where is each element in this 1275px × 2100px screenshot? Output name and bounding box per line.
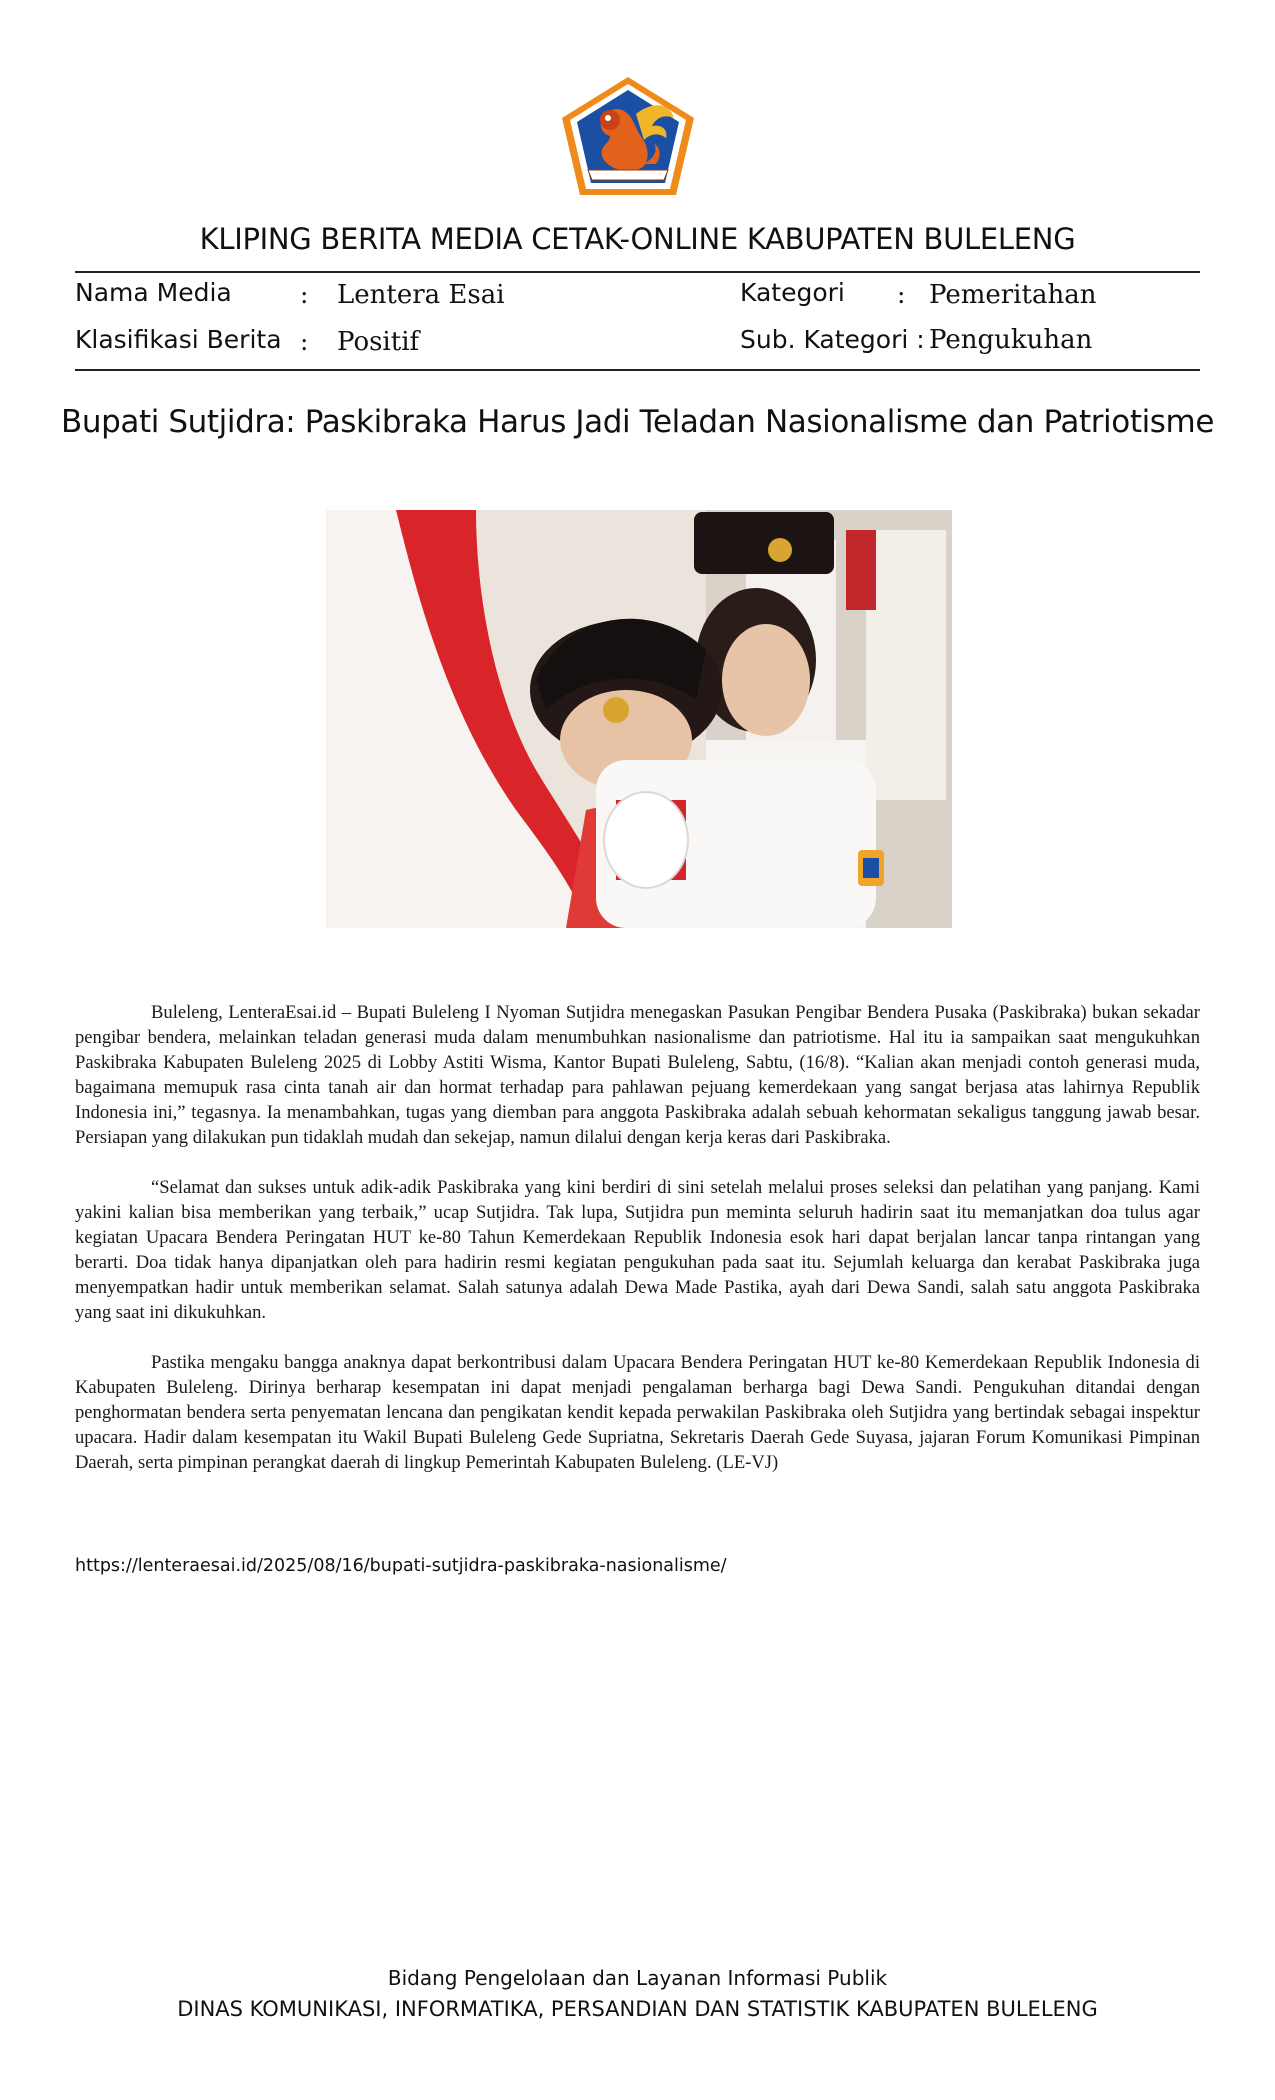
article-body [75, 1000, 1200, 1500]
footer-agency: DINAS KOMUNIKASI, INFORMATIKA, PERSANDIAN DAN STATISTIK KABUPATEN BULELENG [177, 1997, 1098, 2021]
buleleng-emblem-logo [558, 74, 698, 198]
article-paragraph-2: “Selamat dan sukses untuk adik-adik Paskibraka yang kini berdiri di sini setelah melalui proses seleksi dan pelatihan yang panjang. Kami yakini kalian bisa memberikan yang terbaik,” ucap Sutjidra. Tak lupa, Sutjidra pun meminta seluruh hadirin saat itu memanjatkan doa tulus agar kegiatan Upacara Bendera Peringatan HUT ke-80 Tahun Kemerdekaan Republik Indonesia esok hari dapat berjalan lancar tanpa rintangan yang berarti. Doa tidak hanya dipanjatkan oleh para hadirin resmi kegiatan pengukuhan pada saat itu. Sejumlah keluarga dan kerabat Paskibraka juga menyempatkan hadir untuk memberikan selamat. Salah satunya adalah Dewa Made Pastika, ayah dari Dewa Sandi, salah satu anggota Paskibraka yang saat ini dikukuhkan. [75, 1177, 1200, 1323]
kategori-colon: : [897, 280, 906, 309]
nama-media-colon: : [300, 280, 309, 309]
klasifikasi-label: Klasifikasi Berita [75, 325, 282, 354]
sub-kategori-label: Sub. Kategori : [740, 325, 925, 354]
sub-kategori-value: Pengukuhan [929, 325, 1093, 355]
article-headline: Bupati Sutjidra: Paskibraka Harus Jadi Teladan Nasionalisme dan Patriotisme [60, 404, 1215, 440]
kategori-value: Pemeritahan [929, 280, 1097, 310]
article-paragraph-3: Pastika mengaku bangga anaknya dapat berkontribusi dalam Upacara Bendera Peringatan HUT ke-80 Kemerdekaan Republik Indonesia di Kabupaten Buleleng. Dirinya berharap kesempatan ini dapat menjadi pengalaman berharga bagi Dewa Sandi. Pengukuhan ditandai dengan penghormatan bendera serta penyematan lencana dan pengikatan kendit kepada perwakilan Paskibraka oleh Sutjidra yang bertindak sebagai inspektur upacara. Hadir dalam kesempatan itu Wakil Bupati Buleleng Gede Supriatna, Sekretaris Daerah Gede Suyasa, jajaran Forum Komunikasi Pimpinan Daerah, serta pimpinan perangkat daerah di lingkup Pemerintah Kabupaten Buleleng. (LE-VJ) [75, 1352, 1200, 1473]
clipping-title: KLIPING BERITA MEDIA CETAK-ONLINE KABUPATEN BULELENG [199, 222, 1076, 256]
header-rule-bottom [75, 369, 1200, 371]
klasifikasi-colon: : [300, 327, 309, 356]
nama-media-label: Nama Media [75, 278, 232, 307]
nama-media-value: Lentera Esai [337, 280, 505, 310]
kategori-label: Kategori [740, 278, 845, 307]
article-paragraph-1: Buleleng, LenteraEsai.id – Bupati Buleleng I Nyoman Sutjidra menegaskan Pasukan Pengibar Bendera Pusaka (Paskibraka) bukan sekadar pengibar bendera, melainkan teladan generasi muda dalam menumbuhkan nasionalisme dan patriotisme. Hal itu ia sampaikan saat mengukuhkan Paskibraka Kabupaten Buleleng 2025 di Lobby Astiti Wisma, Kantor Bupati Buleleng, Sabtu, (16/8). “Kalian akan menjadi contoh generasi muda, bagaimana memupuk rasa cinta tanah air dan hormat terhadap para pahlawan pejuang kemerdekaan yang sangat berjasa atas lahirnya Republik Indonesia ini,” tegasnya. Ia menambahkan, tugas yang diemban para anggota Paskibraka adalah sebuah kehormatan sekaligus tanggung jawab besar. Persiapan yang dilakukan pun tidaklah mudah dan sekejap, namun dilalui dengan kerja keras dari Paskibraka. [75, 1002, 1200, 1148]
article-photo [326, 510, 952, 928]
footer-department: Bidang Pengelolaan dan Layanan Informasi Publik [387, 1966, 888, 1990]
header-rule-top [75, 271, 1200, 273]
klasifikasi-value: Positif [337, 327, 420, 357]
source-link[interactable]: https://lenteraesai.id/2025/08/16/bupati-sutjidra-paskibraka-nasionalisme/ [75, 1556, 727, 1576]
